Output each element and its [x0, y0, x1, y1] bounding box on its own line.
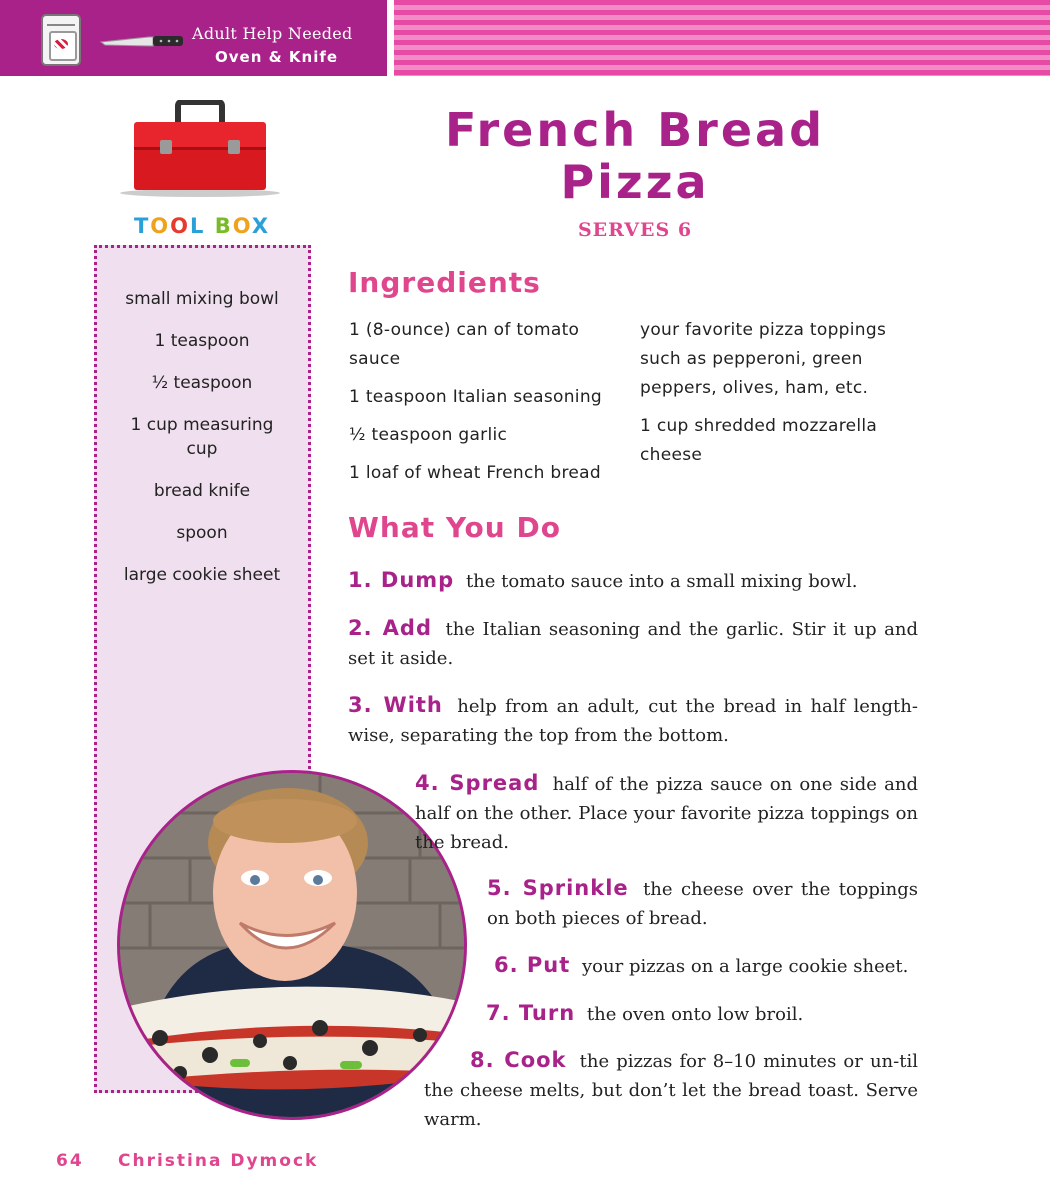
toolbox-title-letter: O	[150, 214, 171, 238]
step-text: the cheese over the toppings on both pieces of bread.	[487, 879, 918, 929]
step-3	[348, 691, 918, 750]
step-lead: 3. With	[348, 693, 443, 717]
tool-item: 1 cup measuring cup	[130, 415, 274, 459]
toolbox-title-letter: O	[232, 214, 252, 238]
step-lead: 2. Add	[348, 616, 432, 640]
step-text: the pizzas for 8–10 minutes or un-til the cheese melts, but don’t let the bread toast. Serve warm.	[424, 1051, 918, 1130]
ingredients-column-1	[349, 316, 624, 497]
tool-item: large cookie sheet	[123, 565, 281, 585]
author-name: Christina Dymock	[118, 1151, 319, 1171]
step-5	[487, 874, 918, 933]
step-lead: 8. Cook	[470, 1048, 567, 1072]
recipe-title-line1: French Bread	[444, 103, 826, 157]
step-lead: 1. Dump	[348, 568, 455, 592]
recipe-title-line2: Pizza	[560, 155, 710, 209]
page-number: 64	[56, 1151, 84, 1171]
step-1	[348, 566, 918, 596]
step-8	[424, 1046, 918, 1134]
step-text: half of the pizza sauce on one side and half on the other. Place your favorite pizza toppings on the bread.	[415, 774, 918, 853]
ingredient-item: 1 loaf of wheat French bread	[349, 463, 601, 483]
step-text: the Italian seasoning and the garlic. Stir it up and set it aside.	[348, 619, 918, 669]
toolbox-title-letter: X	[251, 214, 271, 238]
ingredient-item: ½ teaspoon garlic	[349, 425, 508, 445]
step-text: help from an adult, cut the bread in half length-wise, separating the top from the bottom.	[348, 696, 918, 746]
tool-item: 1 teaspoon	[154, 331, 250, 351]
ingredients-heading: Ingredients	[348, 266, 541, 299]
ingredient-item: 1 cup shredded mozzarella cheese	[640, 416, 878, 465]
step-lead: 7. Turn	[486, 1001, 576, 1025]
adult-help-label: Adult Help Needed	[192, 24, 353, 43]
toolbox-title-letter: B	[214, 214, 233, 238]
ingredient-item: 1 (8-ounce) can of tomato sauce	[349, 320, 580, 369]
recipe-title	[400, 104, 870, 208]
step-lead: 5. Sprinkle	[487, 876, 629, 900]
ingredients-column-2	[640, 316, 925, 479]
step-2	[348, 614, 918, 673]
step-4	[415, 769, 918, 857]
step-6	[494, 951, 918, 981]
oven-icon	[41, 14, 81, 66]
toolbox-title-letter: L	[190, 214, 206, 238]
step-lead: 6. Put	[494, 953, 571, 977]
tool-item: bread knife	[153, 481, 251, 501]
step-text: your pizzas on a large cookie sheet.	[582, 956, 909, 977]
tool-list	[116, 287, 288, 605]
tool-item: spoon	[176, 523, 228, 543]
step-7	[486, 999, 918, 1029]
steps-heading: What You Do	[348, 511, 561, 544]
header-stripes	[394, 0, 1050, 76]
serves-label: SERVES 6	[577, 219, 693, 241]
toolbox-title-letter	[205, 214, 214, 238]
step-text: the tomato sauce into a small mixing bowl.	[465, 571, 858, 592]
ingredient-item: your favorite pizza toppings such as pepperoni, green peppers, olives, ham, etc.	[640, 320, 887, 398]
tools-required-label: Oven & Knife	[215, 48, 339, 66]
step-text: the oven onto low broil.	[586, 1004, 804, 1025]
step-lead: 4. Spread	[415, 771, 540, 795]
toolbox-title	[92, 214, 312, 238]
tool-item: ½ teaspoon	[151, 373, 253, 393]
toolbox-title-letter: O	[170, 214, 190, 238]
ingredient-item: 1 teaspoon Italian seasoning	[349, 387, 602, 407]
toolbox-title-letter: T	[133, 214, 151, 238]
toolbox-icon	[118, 100, 282, 200]
knife-icon	[99, 33, 185, 49]
tool-item: small mixing bowl	[125, 289, 279, 309]
